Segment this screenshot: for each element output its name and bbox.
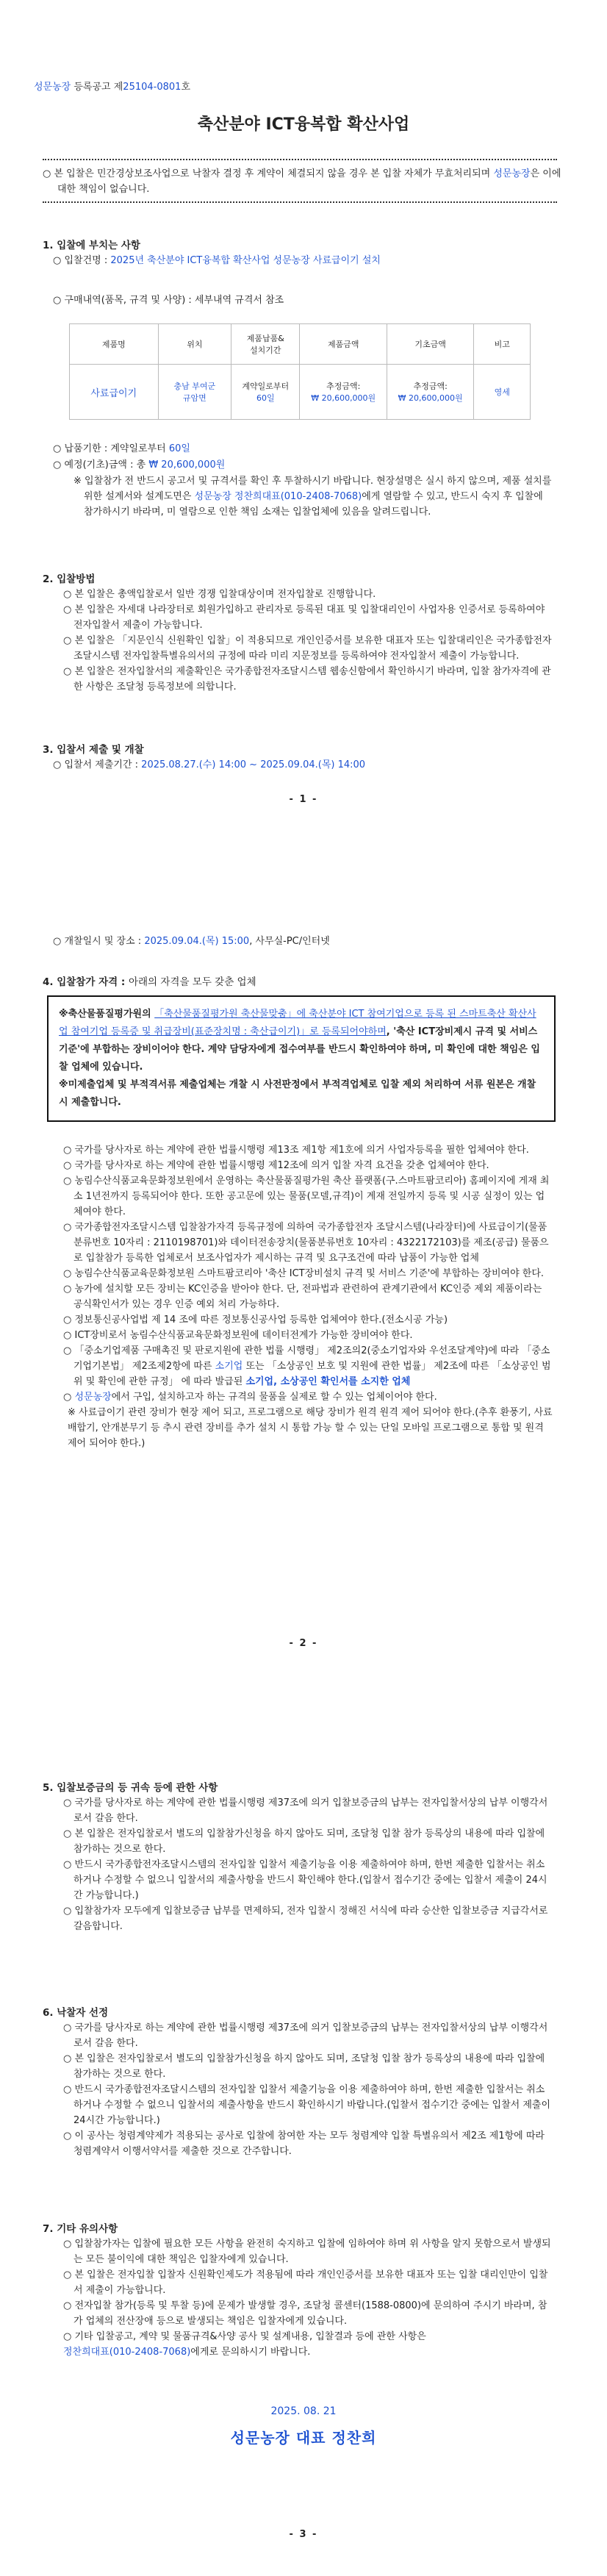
- period-cell: 계약일로부터 60일: [231, 365, 300, 420]
- section-heading: 6. 낙찰자 선정: [43, 2007, 109, 2019]
- list-item: ○ 국가를 당사자로 하는 계약에 관한 법률시행령 제37조에 의거 입찰보증금의 납부는 전자입찰서상의 납부 이행각서로서 갈음 한다.: [63, 2022, 548, 2049]
- bullet-icon: ○: [53, 459, 65, 471]
- s2-body: [53, 587, 553, 695]
- list-item: ○ 본 입찰은 전자입찰로서 별도의 입찰참가신청을 하지 않아도 되며, 조달청 입찰 참가 등록상의 내용에 따라 입찰에 참가하는 것으로 한다.: [63, 1828, 545, 1855]
- list-item: ○ 본 입찰은 전자입찰서의 제출확인은 국가종합전자조달시스템 웹송신함에서 확인하시기 바라며, 입찰 참가자격에 관한 사항은 조달청 등록정보에 의합니다.: [63, 666, 551, 693]
- bullet-icon: ○: [53, 443, 65, 454]
- section-heading: 3. 입찰서 제출 및 개찰: [43, 744, 144, 756]
- list-item: ○ 본 입찰은 「지문인식 신원확인 입찰」이 적용되므로 개인인증서를 보유한 대표자 또는 입찰대리인은 국가종합전자조달시스템 전자입찰특별유의서의 규정에 따라 미리 지문정보를 등록하여야 전자입찰서 제출이 가능합니다.: [63, 635, 552, 662]
- section-heading: 7. 기타 유의사항: [43, 2223, 118, 2235]
- bullet-icon: ○: [63, 1392, 75, 1403]
- list-item: ○ 농림수산식품교육문화정보원 스마트팜코리아 '축산 ICT장비설치 규격 및 서비스 기준'에 부합하는 장비여야 한다.: [63, 1268, 545, 1279]
- list-item: ○ 정보통신공사업법 제 14 조에 따른 정보통신공사업 등록한 업체여야 한다.(전소시공 가능): [63, 1314, 448, 1325]
- bullet-icon: ○: [53, 759, 65, 770]
- table-header: 제품금액: [300, 324, 387, 365]
- list-item: ○ 본 입찰은 전자입찰로서 별도의 입찰참가신청을 하지 않아도 되며, 조달청 입찰 참가 등록상의 내용에 따라 입찰에 참가하는 것으로 한다.: [63, 2053, 545, 2080]
- table-header: 제품명: [70, 324, 159, 365]
- intro-notice: ○ 본 입찰은 민간경상보조사업으로 낙찰자 결정 후 계약이 체결되지 않을 경우 본 입찰 자체가 무효처리되며 성문농장은 이에 대한 책임이 없습니다.: [43, 168, 561, 195]
- list-item: ○ 국가를 당사자로 하는 계약에 관한 법률시행령 제13조 제1항 제1호에 의거 사업자등록을 필한 업체여야 한다.: [63, 1145, 529, 1156]
- s4-items: [53, 1142, 553, 1451]
- bullet-icon: ○: [63, 1859, 75, 1870]
- bullet-icon: ○: [63, 604, 75, 615]
- section-heading: 1. 입찰에 부치는 사항: [43, 240, 140, 251]
- bid-name: ○ 입찰건명 : 2025년 축산분야 ICT융복합 확산사업 성문농장 사료급이기 설치: [53, 255, 381, 266]
- page-number: - 2 -: [289, 1638, 318, 1649]
- bullet-icon: ○: [53, 255, 65, 266]
- page-number: - 3 -: [289, 2529, 318, 2540]
- list-item: ○ 「중소기업제품 구매촉진 및 판로지원에 관한 법률 시행령」 제2조의2(중소기업자와 우선조달계약)에 따라 「중소기업기본법」 제2조제2항에 따른 소기업 또는 「소상공인 보호 및 지원에 관한 법률」 제2조에 따른 「소상공인 범위 및 확인에 관한 규정」 에 따라 발급된 소기업, 소상공인 확인서를 소지한 업체: [63, 1345, 551, 1387]
- list-item: ○ 국가를 당사자로 하는 계약에 관한 법률시행령 제37조에 의거 입찰보증금의 납부는 전자입찰서상의 납부 이행각서로서 갈음 한다.: [63, 1797, 548, 1824]
- list-item: ○ 농가에 설치할 모든 장비는 KC인증을 받아야 한다. 단, 전파법과 관련하여 관계기관에서 KC인증 제외 제품이라는 공식확인서가 있는 경우 인증 예외 처리 가능하다.: [63, 1284, 542, 1310]
- delivery-deadline: ○ 납품기한 : 계약일로부터 60일: [53, 443, 190, 454]
- bullet-icon: ○: [63, 2331, 75, 2342]
- bullet-icon: ○: [63, 666, 75, 677]
- s5-items: [53, 1795, 553, 1934]
- page-title: 축산분야 ICT융복합 확산사업: [197, 115, 410, 134]
- bullet-icon: ○: [43, 168, 54, 179]
- s7-items: [53, 2236, 553, 2360]
- bullet-icon: ○: [63, 1906, 75, 1917]
- budget: ○ 예정(기초)금액 : 총 ₩ 20,600,000원: [53, 459, 226, 471]
- s1-note: ※ 입찰참가 전 반드시 공고서 및 규격서를 확인 후 투찰하시기 바랍니다. 현장설명은 실시 하지 않으며, 제품 설치를 위한 설계서와 설계도면은 성문농장 정찬희대표(010-2408-7068)에게 열람할 수 있고, 반드시 숙지 후 입찰에 참가하시기 바라며, 미 열람으로 인한 책임 소재는 입찰업체에 있음을 알려드립니다.: [73, 476, 552, 518]
- bullet-icon: ○: [63, 1176, 75, 1187]
- bullet-icon: ○: [63, 1268, 75, 1279]
- opening-info: ○ 개찰일시 및 장소 : 2025.09.04.(목) 15:00, 사무실-PC/인터넷: [53, 936, 330, 947]
- bullet-icon: ○: [63, 1345, 75, 1356]
- bullet-icon: ○: [63, 2269, 75, 2280]
- table-header: 기초금액: [387, 324, 473, 365]
- purchase-spec: ○ 구매내역(품목, 규격 및 사양) : 세부내역 규격서 참조: [53, 295, 284, 306]
- s4-note: ※ 사료급이기 관련 장비가 현장 제어 되고, 프로그램으로 해당 장비가 원격 원격 제어 되어야 한다.(추후 환풍기, 사료배합기, 안개분무기 등 추시 관련 장비를 추가 설치 시 통합 가능 할 수 있는 단일 모바일 프로그램으로 통합 및 원격제어 되어야 한다.): [68, 1407, 553, 1449]
- divider: [43, 201, 557, 203]
- list-item: ○ 국가를 당사자로 하는 계약에 관한 법률시행령 제12조에 의거 입찰 자격 요건을 갖춘 업체여야 한다.: [63, 1160, 489, 1171]
- signer: 성문농장 대표 정찬희: [230, 2429, 377, 2447]
- list-item: ○ 반드시 국가종합전자조달시스템의 전자입찰 입찰서 제출기능을 이용 제출하여야 하며, 한번 제출한 입찰서는 취소하거나 수정할 수 없으니 입찰서의 제출사항을 반드시 확인하시기 바랍니다.(입찰서 접수기간 중에는 입찰서 제출이 24시간 가능합니다.): [63, 2084, 551, 2126]
- submit-period: ○ 입찰서 제출기간 : 2025.08.27.(수) 14:00 ~ 2025.09.04.(목) 14:00: [53, 759, 366, 770]
- bullet-icon: ○: [63, 2130, 75, 2142]
- bullet-icon: ○: [63, 1797, 75, 1808]
- list-item: ○ 본 입찰은 총액입찰로서 일반 경쟁 입찰대상이며 전자입찰로 진행합니다.: [63, 589, 376, 600]
- bullet-icon: ○: [63, 1284, 75, 1295]
- section-heading: 2. 입찰방법: [43, 573, 96, 585]
- list-item: ○ 본 입찰은 전자입찰 입찰자 신원확인제도가 적용됨에 따라 개인인증서를 보유한 대표자 또는 입찰 대리인만이 입찰서 제출이 가능합니다.: [63, 2269, 548, 2296]
- table-row: [70, 365, 531, 420]
- location-cell: 충남 부여군 규암면: [158, 365, 231, 420]
- bullet-icon: ○: [63, 1222, 75, 1233]
- bullet-icon: ○: [63, 2084, 75, 2095]
- notice-number: 성문농장 등록공고 제25104-0801호: [34, 82, 190, 93]
- bullet-icon: ○: [63, 1160, 75, 1171]
- bullet-icon: ○: [53, 936, 65, 947]
- bullet-icon: ○: [63, 1828, 75, 1839]
- product-cell: 사료급이기: [70, 365, 159, 420]
- amount-cell: 추정금액: ₩ 20,600,000원: [300, 365, 387, 420]
- bullet-icon: ○: [63, 2053, 75, 2064]
- bullet-icon: ○: [63, 2022, 75, 2033]
- bullet-icon: ○: [63, 2300, 75, 2311]
- contact-line: 정찬희대표(010-2408-7068)에게로 문의하시기 바랍니다.: [63, 2347, 311, 2358]
- list-item: ○ ICT장비로서 농림수산식품교육문화정보원에 데이터전계가 가능한 장비여야 한다.: [63, 1330, 413, 1341]
- bullet-icon: ○: [63, 1314, 75, 1325]
- notice-date: 2025. 08. 21: [270, 2405, 337, 2417]
- qualification-box: ※축산물품질평가원의 「축산물품질평가원 축산물맞춤」에 축산분야 ICT 참여기업으로 등록 된 스마트축산 확산사업 참여기업 등록증 및 취급장비(표준장치명 : 축산급이기)」로 등록되어야하며, '축산 ICT장비제시 규격 및 서비스 기준'에 부합하는 장비이어야 한다. 계약 담당자에게 접수여부를 반드시 확인하여야 하며, 미 확인에 대한 책임은 입찰 업체에 있습니다. ※미제출업체 및 부적격서류 제출업체는 개찰 시 사전판정에서 부적격업체로 입찰 제외 처리하여 서류 원본은 개찰 시 제출합니다.: [47, 995, 556, 1122]
- bullet-icon: ○: [63, 1330, 75, 1341]
- base-cell: 추정금액: ₩ 20,600,000원: [387, 365, 473, 420]
- list-item: ○ 농림수산식품교육문화정보원에서 운영하는 축산물품질평가원 축산 플랫폼(구.스마트팜코리아) 홈페이지에 게재 최소 1년전까지 등록되어야 한다. 또한 공고문에 있는 물품(모델,규격)이 계재 전일까지 등록 및 시공 실정이 있는 업체여야 한다.: [63, 1176, 550, 1217]
- note-cell: 영세: [474, 365, 531, 420]
- divider: [43, 159, 557, 160]
- section-heading: 4. 입찰참가 자격 : 아래의 자격을 모두 갖춘 업체: [43, 976, 256, 988]
- s6-items: [53, 2020, 553, 2159]
- section-heading: 5. 입찰보증금의 등 귀속 등에 관한 사항: [43, 1782, 218, 1794]
- list-item: ○ 국가종합전자조달시스템 입찰참가자격 등록규정에 의하여 국가종합전자 조달시스템(나라장터)에 사료급이기(물품분류번호 10자리 : 2110198701)와 데이터전송장치(물품분류번호 10자리 : 4322172103)를 제조(공급) 물품으로 입찰참가 등록한 업체로서 보조사업자가 제시하는 규격 및 요구조건에 따라 납품이 가능한 업체: [63, 1222, 549, 1264]
- org-name: 성문농장: [34, 82, 71, 93]
- page-number: - 1 -: [289, 794, 318, 805]
- list-item: ○ 이 공사는 청렴계약제가 적용되는 공사로 입찰에 참여한 자는 모두 청렴계약 입찰 특별유의서 제2조 제1항에 따라 청렴계약서 이행서약서를 제출한 것으로 간주합니다.: [63, 2130, 545, 2157]
- bullet-icon: ○: [63, 2239, 75, 2250]
- list-item: ○ 반드시 국가종합전자조달시스템의 전자입찰 입찰서 제출기능을 이용 제출하여야 하며, 한번 제출한 입찰서는 취소하거나 수정할 수 없으니 입찰서의 제출사항을 반드시 확인해야 한다.(입찰서 접수기간 중에는 입찰서 제출이 24시간 가능합니다.): [63, 1859, 547, 1901]
- table-header: 위치: [158, 324, 231, 365]
- table-header: 제품납품& 설치기간: [231, 324, 300, 365]
- list-item: ○ 기타 입찰공고, 계약 및 물품규격&사양 공사 및 설계내용, 입찰결과 등에 관한 사항은: [63, 2331, 426, 2342]
- item-table: [69, 323, 531, 420]
- list-item: ○ 본 입찰은 자세대 나라장터로 회원가입하고 관리자로 등록된 대표 및 입찰대리인이 사업자용 인증서로 등록하여야 전자입찰서 제출이 가능합니다.: [63, 604, 545, 631]
- list-item: ○ 입찰참가자 모두에게 입찰보증금 납부를 면제하되, 전자 입찰시 정해진 서식에 따라 승산한 입찰보증금 지급각서로 갈음합니다.: [63, 1906, 548, 1932]
- bullet-icon: ○: [63, 589, 75, 600]
- bullet-icon: ○: [63, 1145, 75, 1156]
- table-header-row: [70, 324, 531, 365]
- list-item: ○ 입찰참가자는 입찰에 필요한 모든 사항을 완전히 숙지하고 입찰에 임하여야 하며 위 사항을 알지 못함으로서 발생되는 모든 불이익에 대한 책임은 입찰자에게 있습니다.: [63, 2239, 551, 2265]
- table-header: 비고: [474, 324, 531, 365]
- bullet-icon: ○: [63, 635, 75, 646]
- list-item: ○ 성문농장에서 구입, 설치하고자 하는 규격의 물품을 실제로 할 수 있는 업체이어야 한다.: [63, 1392, 437, 1403]
- list-item: ○ 전자입찰 참가(등록 및 투찰 등)에 문제가 발생할 경우, 조달청 콜센터(1588-0800)에 문의하여 주시기 바라며, 참가 업체의 전산장애 등으로 발생되는 책임은 입찰자에게 있습니다.: [63, 2300, 547, 2327]
- bullet-icon: ○: [53, 295, 65, 306]
